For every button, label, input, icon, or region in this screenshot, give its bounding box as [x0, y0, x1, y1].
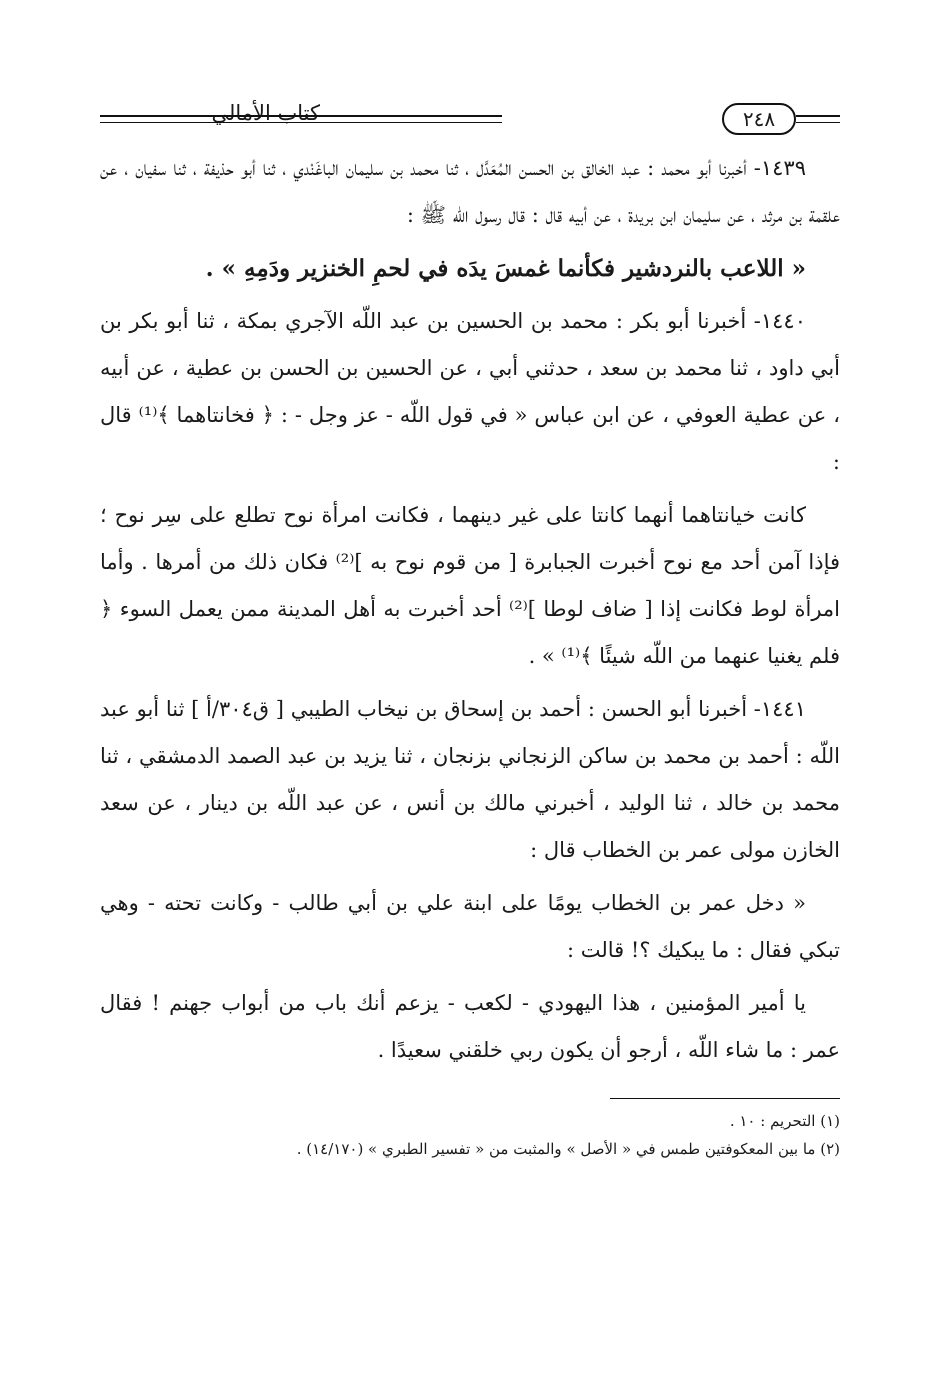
- header-rule: [100, 122, 502, 123]
- footnote-1: (١) التحريم : ١٠ .: [729, 1112, 840, 1130]
- page-number: ٢٤٨: [722, 103, 796, 135]
- footnote-2: (٢) ما بين المعكوفتين طمس في « الأصل » والمثبت من « تفسير الطبري » (١٤/١٧٠) .: [296, 1140, 840, 1158]
- paragraph-1440-text: كانت خيانتاهما أنهما كانتا على غير دينهما ، فكانت امرأة نوح تطلع على سِر نوح ؛ فإذا آمن أحد مع نوح أخبرت الجبابرة [ من قوم نوح به ]⁽²⁾ فكان ذلك من أمرها . وأما امرأة لوط فكانت إذا [ ضاف لوطا ]⁽²⁾ أحد أخبرت به أهل المدينة ممن يعمل السوء ﴿ فلم يغنيا عنهما من اللّه شيئًا ﴾⁽¹⁾ » .: [100, 503, 841, 668]
- page-header: [100, 95, 840, 145]
- page: [100, 95, 840, 1163]
- header-rule: [796, 122, 840, 123]
- footnotes: [100, 1107, 840, 1163]
- body-text: [100, 145, 840, 1074]
- footnote-divider: [610, 1098, 840, 1099]
- hadith-text: « اللاعب بالنردشير فكأنما غمسَ يدَه في لحمِ الخنزير ودَمِهِ » .: [205, 255, 806, 282]
- paragraph-1440-isnad: ١٤٤٠- أخبرنا أبو بكر : محمد بن الحسين بن عبد اللّه الآجري بمكة ، ثنا أبو بكر بن أبي داود ، ثنا محمد بن سعد ، حدثني أبي ، عن الحسين بن الحسن بن عطية ، عن أبيه ، عن عطية العوفي ، عن ابن عباس « في قول اللّه - عز وجل - : ﴿ فخانتاهما ﴾⁽¹⁾ قال :: [100, 309, 840, 474]
- book-title: كتاب الأمالي: [211, 101, 320, 125]
- paragraph-1441-isnad: ١٤٤١- أخبرنا أبو الحسن : أحمد بن إسحاق بن نيخاب الطيبي [ ق٣٠٤/أ ] ثنا أبو عبد اللّه : أحمد بن محمد بن ساكن الزنجاني بزنجان ، ثنا يزيد بن عبد الصمد الدمشقي ، ثنا محمد بن خالد ، ثنا الوليد ، أخبرني مالك بن أنس ، عن عبد اللّه بن دينار ، عن سعد الخازن مولى عمر بن الخطاب قال :: [100, 697, 840, 862]
- paragraph-1441-continuation: يا أمير المؤمنين ، هذا اليهودي - لكعب - يزعم أنك باب من أبواب جهنم ! فقال عمر : ما شاء اللّه ، أرجو أن يكون ربي خلقني سعيدًا .: [100, 991, 840, 1062]
- paragraph-1439-isnad: ١٤٣٩- أخبرنا أبو محمد : عبد الخالق بن الحسن المُعَدَّل ، ثنا محمد بن سليمان الباغَنْدي ، ثنا أبو حذيفة ، ثنا سفيان ، عن علقمة بن مرثد ، عن سليمان ابن بريدة ، عن أبيه قال : قال رسول اللّه ﷺ :: [100, 156, 840, 227]
- header-rule: [100, 115, 502, 117]
- paragraph-1441-text: « دخل عمر بن الخطاب يومًا على ابنة علي بن أبي طالب - وكانت تحته - وهي تبكي فقال : ما يبكيك ؟! قالت :: [100, 891, 840, 962]
- header-rule: [796, 115, 840, 117]
